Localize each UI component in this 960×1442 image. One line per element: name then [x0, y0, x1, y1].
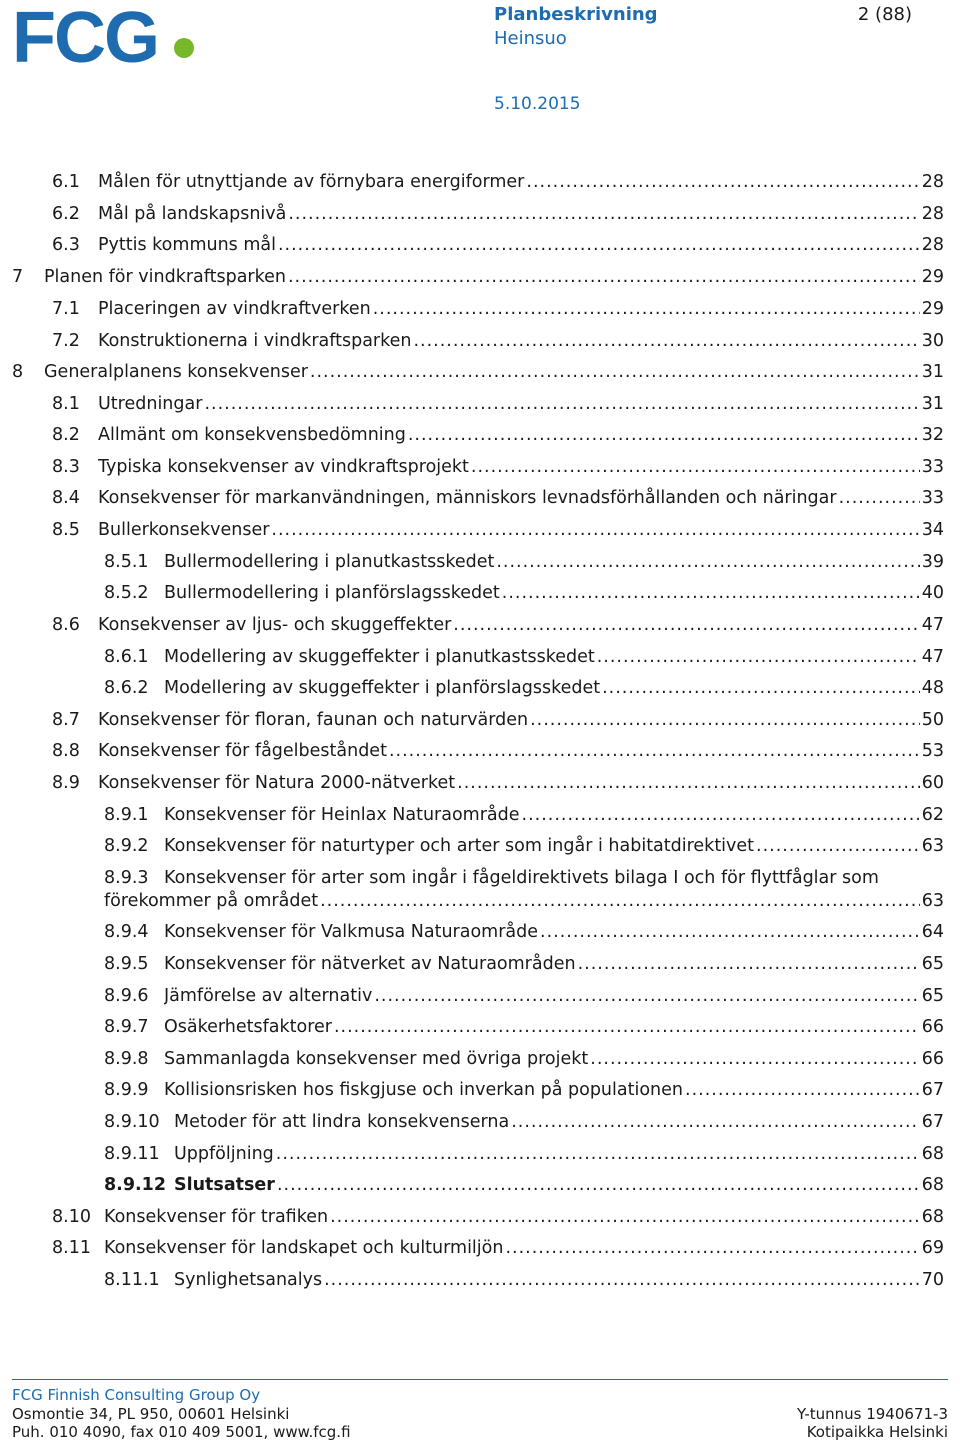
toc-entry-page: 63 — [921, 836, 944, 856]
toc-leader-dots — [471, 456, 920, 478]
toc-entry-body — [164, 985, 944, 1007]
toc-entry-number: 7 — [12, 267, 24, 287]
toc-entry-page: 28 — [921, 172, 944, 192]
toc-entry-page: 40 — [921, 583, 944, 603]
toc-entry-number: 7.1 — [52, 299, 80, 319]
toc-entry-body — [164, 1048, 944, 1070]
toc-entry-number: 8.9 — [52, 773, 80, 793]
toc-entry-title: Konsekvenser för nätverket av Naturaområden — [164, 954, 576, 974]
toc-entry-body — [164, 1079, 944, 1101]
toc-entry-page: 48 — [921, 678, 944, 698]
toc-entry-title: Konstruktionerna i vindkraftsparken — [98, 331, 412, 351]
toc-entry-body — [98, 330, 944, 352]
toc-entry-number: 8.8 — [52, 741, 80, 761]
toc-entry-number: 8.11 — [52, 1238, 91, 1258]
toc-entry-number: 8.5.2 — [104, 583, 149, 603]
toc-entry-number: 8.10 — [52, 1207, 91, 1227]
document-subtitle: Heinsuo — [494, 28, 567, 49]
toc-leader-dots — [511, 1111, 919, 1133]
toc-leader-dots — [288, 203, 919, 225]
toc-entry-body — [164, 835, 944, 857]
toc-leader-dots — [453, 614, 919, 636]
document-title: Planbeskrivning — [494, 4, 658, 25]
toc-entry-number: 8.9.1 — [104, 805, 149, 825]
logo-text: FCG — [12, 4, 158, 68]
toc-entry-page: 34 — [921, 520, 944, 540]
toc-entry-number: 8.2 — [52, 425, 80, 445]
toc-entry-title: Metoder för att lindra konsekvenserna — [174, 1112, 510, 1132]
toc-leader-dots — [278, 234, 920, 256]
toc-entry-number: 8.7 — [52, 710, 80, 730]
toc-entry-page: 67 — [921, 1112, 944, 1132]
toc-entry-page: 70 — [921, 1270, 944, 1290]
toc-entry-body — [164, 646, 944, 668]
toc-leader-dots — [496, 551, 919, 573]
toc-entry-number: 8.9.5 — [104, 954, 149, 974]
toc-leader-dots — [277, 1174, 920, 1196]
toc-entry-body — [164, 1016, 944, 1038]
toc-entry-page: 29 — [921, 267, 944, 287]
toc-entry-title: Konsekvenser för fågelbeståndet — [98, 741, 387, 761]
toc-entry-number: 8.6.2 — [104, 678, 149, 698]
toc-leader-dots — [526, 171, 919, 193]
toc-leader-dots — [324, 1269, 920, 1291]
toc-entry-number: 8.5 — [52, 520, 80, 540]
toc-entry-body — [174, 1269, 944, 1291]
toc-entry-number: 6.2 — [52, 204, 80, 224]
toc-entry-page: 47 — [921, 647, 944, 667]
footer-divider — [12, 1379, 948, 1380]
toc-entry-number: 8.5.1 — [104, 552, 149, 572]
toc-entry-page: 53 — [921, 741, 944, 761]
toc-entry-body — [44, 266, 944, 288]
toc-entry-page: 66 — [921, 1049, 944, 1069]
toc-entry-body — [104, 1237, 944, 1259]
toc-entry-title: Osäkerhetsfaktorer — [164, 1017, 332, 1037]
toc-entry-page: 68 — [921, 1175, 944, 1195]
toc-entry-body — [174, 1143, 944, 1165]
toc-entry-title: Konsekvenser för Heinlax Naturaområde — [164, 805, 520, 825]
toc-entry-body — [98, 614, 944, 636]
toc-entry-body — [164, 677, 944, 699]
toc-leader-dots — [320, 890, 920, 912]
toc-entry-number: 8.6 — [52, 615, 80, 635]
toc-entry-number: 8.9.2 — [104, 836, 149, 856]
toc-entry-title: Modellering av skuggeffekter i planförslagsskedet — [164, 678, 601, 698]
toc-leader-dots — [374, 985, 919, 1007]
toc-leader-dots — [413, 330, 919, 352]
toc-entry-body — [98, 171, 944, 193]
toc-entry-body — [98, 234, 944, 256]
toc-entry-page: 64 — [921, 922, 944, 942]
toc-entry-number: 7.2 — [52, 331, 80, 351]
footer-address: Osmontie 34, PL 950, 00601 Helsinki — [12, 1405, 290, 1423]
toc-entry-title: Konsekvenser för Natura 2000-nätverket — [98, 773, 456, 793]
toc-entry-page: 66 — [921, 1017, 944, 1037]
toc-entry-body — [174, 1174, 944, 1196]
toc-entry-title: Kollisionsrisken hos fiskgjuse och inverkan på populationen — [164, 1080, 683, 1100]
toc-entry-page: 68 — [921, 1144, 944, 1164]
toc-leader-dots — [373, 298, 920, 320]
toc-leader-dots — [522, 804, 920, 826]
toc-entry-page: 62 — [921, 805, 944, 825]
toc-entry-title: Konsekvenser för arter som ingår i fågeldirektivets bilaga I och för flyttfåglar som — [164, 868, 879, 888]
toc-entry-title: Planen för vindkraftsparken — [44, 267, 286, 287]
toc-entry-page: 29 — [921, 299, 944, 319]
toc-leader-dots — [756, 835, 920, 857]
toc-entry-body — [98, 487, 944, 509]
toc-entry-title: Modellering av skuggeffekter i planutkastsskedet — [164, 647, 595, 667]
toc-entry-number: 8.9.3 — [104, 868, 149, 888]
toc-entry-number: 8.9.8 — [104, 1049, 149, 1069]
toc-entry-title: Mål på landskapsnivå — [98, 204, 287, 224]
toc-leader-dots — [505, 1237, 919, 1259]
toc-entry-page: 68 — [921, 1207, 944, 1227]
toc-entry-page: 30 — [921, 331, 944, 351]
toc-entry-number: 8.3 — [52, 457, 80, 477]
toc-entry-page: 31 — [921, 362, 944, 382]
toc-entry-title: Uppföljning — [174, 1144, 274, 1164]
footer-business-id: Y-tunnus 1940671-3 — [796, 1405, 948, 1423]
toc-entry-title: Konsekvenser av ljus- och skuggeffekter — [98, 615, 452, 635]
toc-leader-dots — [578, 953, 920, 975]
toc-entry-title: Sammanlagda konsekvenser med övriga projekt — [164, 1049, 589, 1069]
toc-entry-body — [98, 772, 944, 794]
toc-entry-page: 65 — [921, 986, 944, 1006]
toc-entry-body — [164, 582, 944, 604]
toc-entry-number: 8 — [12, 362, 24, 382]
toc-entry-number: 8.9.4 — [104, 922, 149, 942]
toc-entry-body — [104, 890, 944, 912]
toc-entry-page: 47 — [921, 615, 944, 635]
toc-entry-number: 8.9.6 — [104, 986, 149, 1006]
toc-leader-dots — [288, 266, 920, 288]
toc-entry-body — [164, 953, 944, 975]
toc-entry-page: 33 — [921, 457, 944, 477]
toc-leader-dots — [334, 1016, 920, 1038]
toc-entry-page: 33 — [921, 488, 944, 508]
toc-entry-title: Typiska konsekvenser av vindkraftsprojekt — [98, 457, 469, 477]
toc-entry-number: 8.11.1 — [104, 1270, 160, 1290]
toc-entry-page: 28 — [921, 204, 944, 224]
toc-entry-title: Placeringen av vindkraftverken — [98, 299, 371, 319]
toc-entry-title: Allmänt om konsekvensbedömning — [98, 425, 406, 445]
toc-entry-number: 8.9.7 — [104, 1017, 149, 1037]
toc-leader-dots — [540, 921, 920, 943]
toc-leader-dots — [204, 393, 919, 415]
toc-entry-title: Målen för utnyttjande av förnybara energiformer — [98, 172, 525, 192]
document-date: 5.10.2015 — [494, 94, 581, 114]
toc-entry-body — [98, 519, 944, 541]
toc-entry-number: 8.9.12 — [104, 1175, 167, 1195]
toc-entry-title: Pyttis kommuns mål — [98, 235, 276, 255]
toc-entry-body — [98, 456, 944, 478]
toc-leader-dots — [590, 1048, 919, 1070]
toc-leader-dots — [839, 487, 920, 509]
toc-entry-title: Konsekvenser för Valkmusa Naturaområde — [164, 922, 539, 942]
logo-dot — [174, 38, 194, 58]
toc-entry-body — [98, 709, 944, 731]
toc-entry-title: Jämförelse av alternativ — [164, 986, 373, 1006]
toc-entry-title: Konsekvenser för trafiken — [104, 1207, 329, 1227]
toc-entry-body — [164, 804, 944, 826]
toc-entry-body — [98, 393, 944, 415]
toc-entry-number: 8.1 — [52, 394, 80, 414]
footer-phone: Puh. 010 4090, fax 010 409 5001, www.fcg.fi — [12, 1423, 351, 1441]
toc-entry-body — [98, 298, 944, 320]
toc-entry-body — [98, 740, 944, 762]
toc-entry-page: 65 — [921, 954, 944, 974]
toc-leader-dots — [271, 519, 919, 541]
footer-company: FCG Finnish Consulting Group Oy — [12, 1386, 261, 1404]
toc-entry-title: Konsekvenser för naturtyper och arter som ingår i habitatdirektivet — [164, 836, 755, 856]
toc-leader-dots — [389, 740, 920, 762]
toc-entry-body — [164, 551, 944, 573]
toc-entry-page: 60 — [921, 773, 944, 793]
toc-entry-body — [104, 1206, 944, 1228]
toc-leader-dots — [408, 424, 920, 446]
toc-entry-page: 32 — [921, 425, 944, 445]
toc-entry-page: 39 — [921, 552, 944, 572]
toc-leader-dots — [597, 646, 920, 668]
toc-entry-body — [98, 424, 944, 446]
toc-leader-dots — [602, 677, 920, 699]
toc-entry-number: 6.1 — [52, 172, 80, 192]
toc-entry-body — [164, 921, 944, 943]
toc-entry-title: Utredningar — [98, 394, 203, 414]
toc-entry-title: Konsekvenser för landskapet och kulturmiljön — [104, 1238, 504, 1258]
toc-leader-dots — [530, 709, 920, 731]
toc-entry-number: 8.9.9 — [104, 1080, 149, 1100]
footer-domicile: Kotipaikka Helsinki — [806, 1423, 948, 1441]
toc-entry-number: 8.6.1 — [104, 647, 149, 667]
toc-entry-title: Bullermodellering i planförslagsskedet — [164, 583, 500, 603]
toc-leader-dots — [502, 582, 920, 604]
toc-entry-number: 8.9.11 — [104, 1144, 160, 1164]
toc-entry-body — [174, 1111, 944, 1133]
toc-leader-dots — [276, 1143, 920, 1165]
toc-entry-page: 28 — [921, 235, 944, 255]
toc-leader-dots — [685, 1079, 920, 1101]
toc-entry-number: 8.4 — [52, 488, 80, 508]
toc-leader-dots — [330, 1206, 920, 1228]
toc-entry-page: 67 — [921, 1080, 944, 1100]
toc-entry-page: 31 — [921, 394, 944, 414]
toc-entry-title: Konsekvenser för markanvändningen, människors levnadsförhållanden och näringar — [98, 488, 837, 508]
toc-entry-title-continued: förekommer på området — [104, 891, 319, 911]
toc-entry-title: Slutsatser — [174, 1175, 275, 1195]
toc-entry-title: Synlighetsanalys — [174, 1270, 323, 1290]
toc-entry-title: Bullermodellering i planutkastsskedet — [164, 552, 495, 572]
toc-entry-title: Generalplanens konsekvenser — [44, 362, 308, 382]
toc-entry-page: 69 — [921, 1238, 944, 1258]
fcg-logo — [12, 4, 202, 68]
toc-entry-title: Konsekvenser för floran, faunan och naturvärden — [98, 710, 529, 730]
toc-entry-body — [44, 361, 944, 383]
toc-entry-number: 8.9.10 — [104, 1112, 160, 1132]
toc-entry-number: 6.3 — [52, 235, 80, 255]
toc-entry-page: 63 — [921, 891, 944, 911]
toc-entry-title: Bullerkonsekvenser — [98, 520, 270, 540]
toc-entry-page: 50 — [921, 710, 944, 730]
toc-leader-dots — [310, 361, 920, 383]
toc-entry-body — [98, 203, 944, 225]
toc-leader-dots — [457, 772, 920, 794]
page-number: 2 (88) — [857, 4, 912, 25]
